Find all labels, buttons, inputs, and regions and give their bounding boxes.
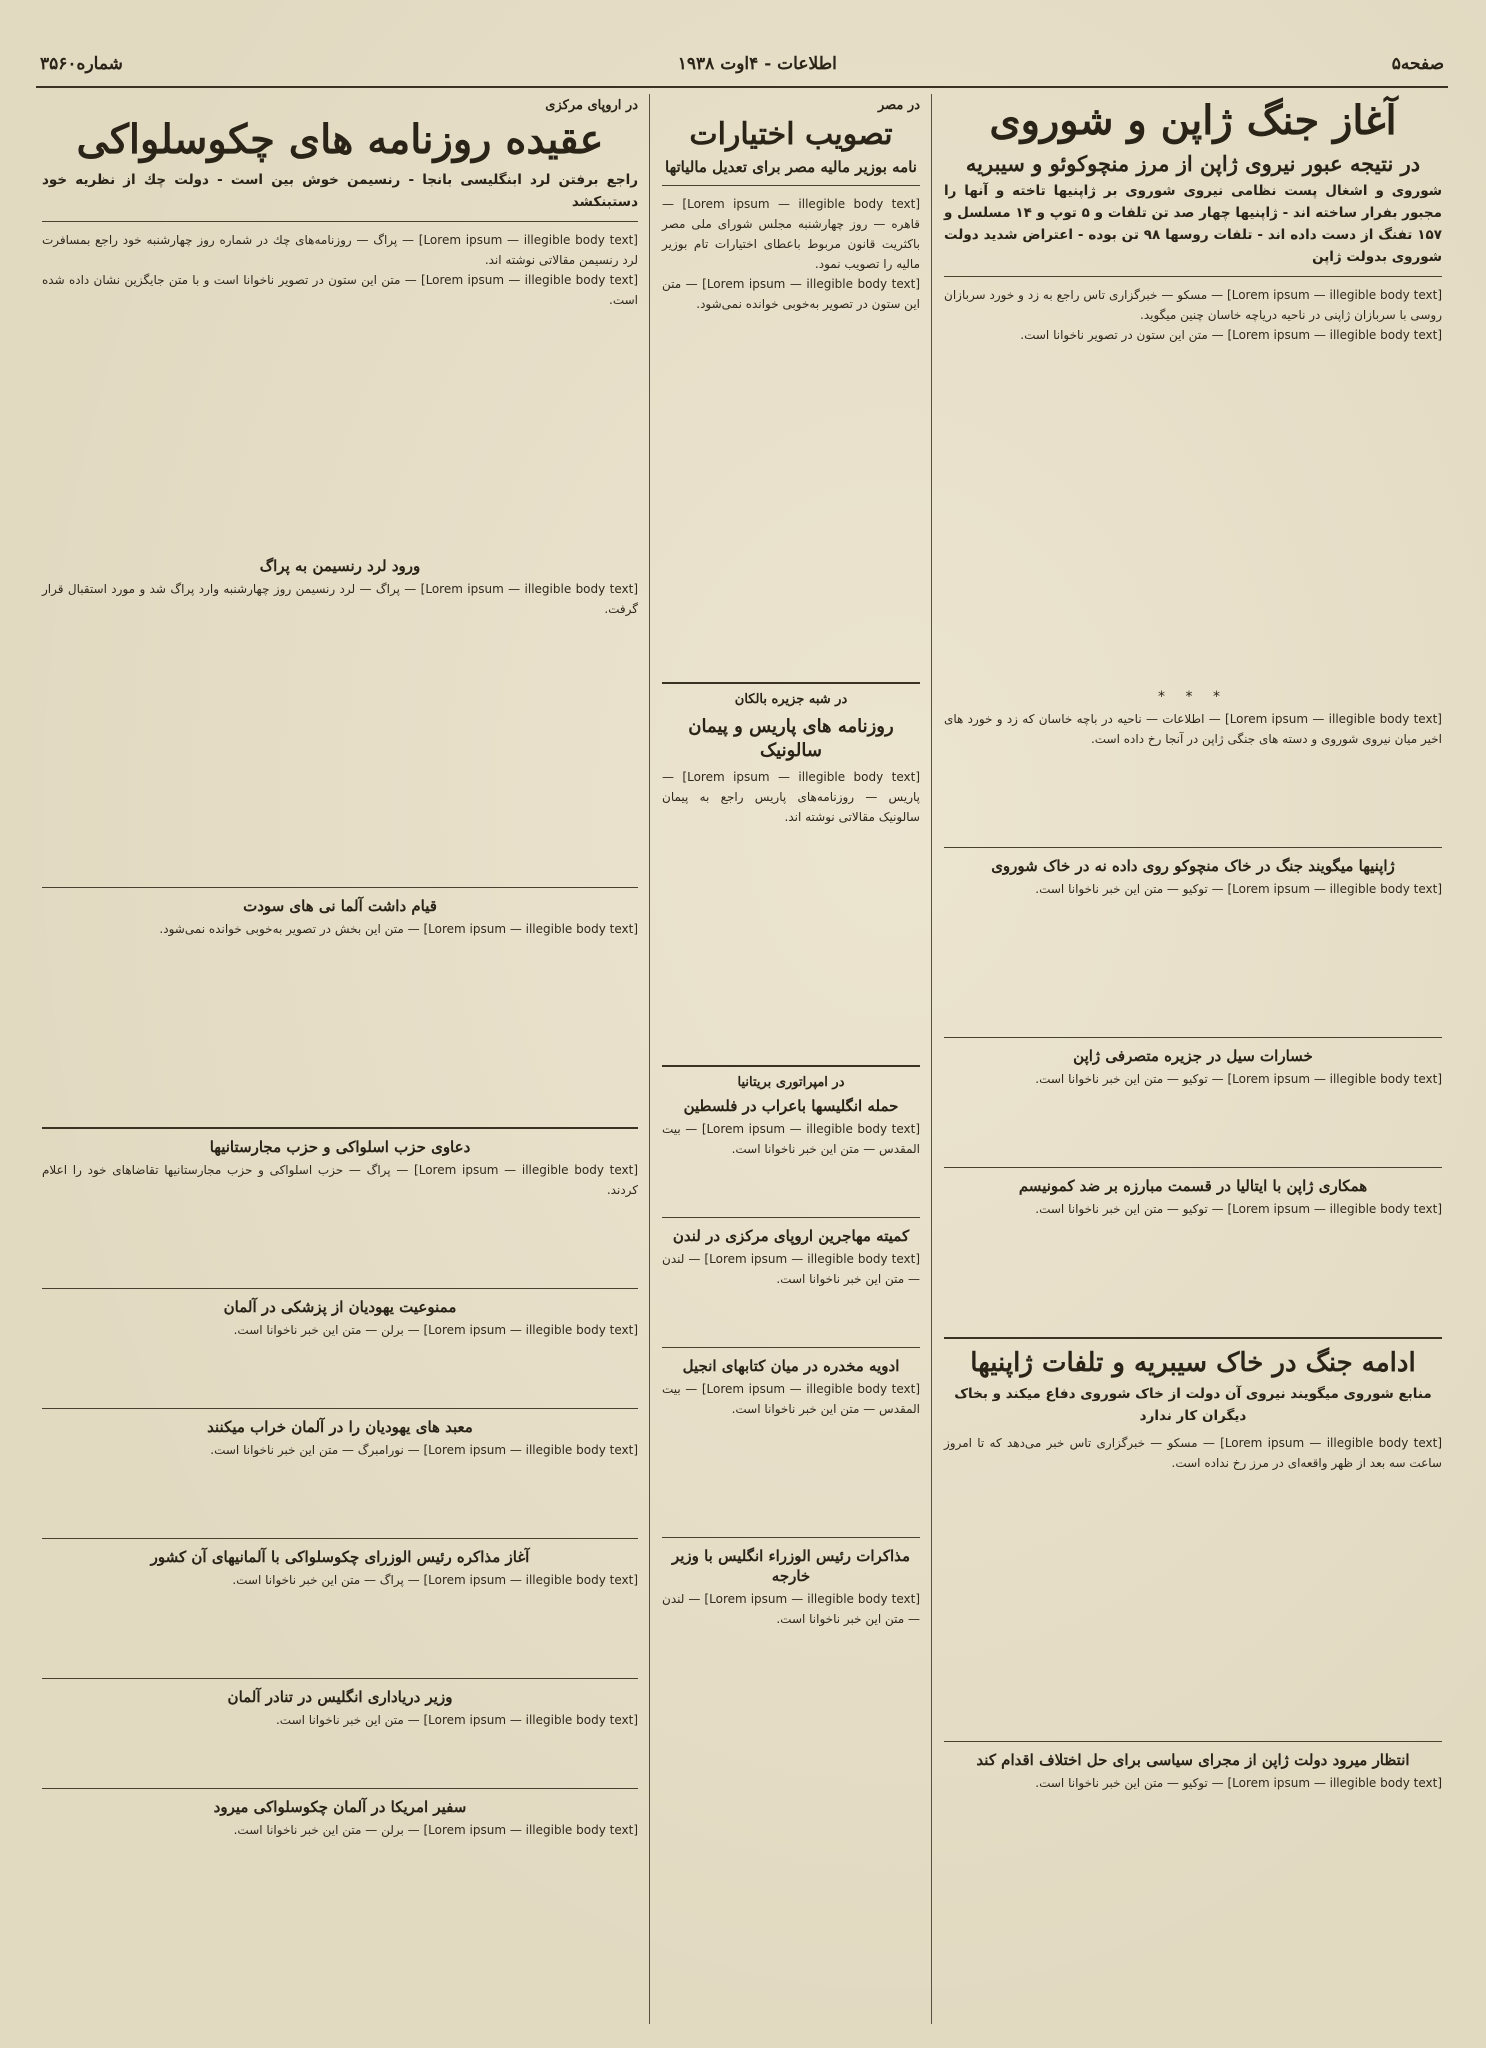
article-body: [Lorem ipsum — illegible body text] — قاهره — روز چهارشنبه مجلس شورای ملی مصر باکثریت قانون مربوط باعطای اختیارات تام بوزیر مالیه را تصویب نمود. <box>662 197 920 271</box>
headline-czech-pm-talks: آغاز مذاکره رئیس الوزرای چکوسلواکی با آلمانیهای آن کشور <box>150 1548 530 1566</box>
article-body: [Lorem ipsum — illegible body text] — توکیو — متن این خبر ناخوانا است. <box>1035 1202 1442 1216</box>
headline-czech-papers: عقیده روزنامه های چکوسلواکی <box>76 116 604 163</box>
deck-japan-soviet: شوروی و اشغال پست نظامی نیروی شوروی بر ژاپنیها تاخته و آنها را مجبور بفرار ساخته اند - ژاپنیها چهار صد تن تلفات و ۵ توپ و ۱۴ مسلسل و ۱۵۷ تفنگ از دست داده اند - تلفات روسها ۹۸ تن بوده - اعتراض شدید دولت شوروی بدولت ژاپن <box>944 183 1443 265</box>
kicker-egypt: در مصر <box>877 98 920 113</box>
article-body: [Lorem ipsum — illegible body text] — متن این ستون در تصویر ناخوانا است. <box>1020 328 1442 342</box>
headline-jewish-doctors: ممنوعیت یهودیان از پزشکی در آلمان <box>223 1298 457 1316</box>
headline-diplomatic-resolution: انتظار میرود دولت ژاپن از مجرای سیاسی برای حل اختلاف اقدام کند <box>976 1751 1410 1769</box>
article-body: [Lorem ipsum — illegible body text] — لندن — متن این خبر ناخوانا است. <box>662 1592 920 1626</box>
paper-date: اطلاعات - ۴اوت ۱۹۳۸ <box>677 54 837 74</box>
article-body: [Lorem ipsum — illegible body text] — توکیو — متن این خبر ناخوانا است. <box>1035 1072 1442 1086</box>
headline-synagogues: معبد های یهودیان را در آلمان خراب میکنند <box>207 1418 473 1436</box>
article-body: [Lorem ipsum — illegible body text] — پاریس — روزنامه‌های پاریس راجع به پیمان سالونیک مقالاتی نوشته اند. <box>662 770 920 824</box>
kicker-balkans: در شبه جزیره بالکان <box>734 692 848 707</box>
headline-runciman-arrival: ورود لرد رنسیمن به پراگ <box>259 557 421 575</box>
headline-palestine: حمله انگلیسها باعراب در فلسطین <box>683 1097 899 1115</box>
masthead <box>36 50 1448 88</box>
headline-japan-soviet: آغاز جنگ ژاپن و شوروی <box>989 97 1397 144</box>
article-body: [Lorem ipsum — illegible body text] — اطلاعات — ناحیه در باچه خاسان که زد و خورد های اخیر میان نیروی شوروی و دسته های جنگی ژاپن در آنجا رخ داده است. <box>944 712 1442 746</box>
article-body: [Lorem ipsum — illegible body text] — پراگ — روزنامه‌های چك در شماره روز چهارشنبه خود راجع بمسافرت لرد رنسیمن مقالاتی نوشته اند. <box>42 233 638 267</box>
headline-flood-damage: خسارات سیل در جزیره متصرفی ژاپن <box>1073 1047 1313 1065</box>
article-body: [Lorem ipsum — illegible body text] — متن این ستون در تصویر به‌خوبی خوانده نمی‌شود. <box>662 277 920 311</box>
article-body: [Lorem ipsum — illegible body text] — متن این بخش در تصویر به‌خوبی خوانده نمی‌شود. <box>159 922 638 936</box>
article-body: [Lorem ipsum — illegible body text] — بیت المقدس — متن این خبر ناخوانا است. <box>662 1122 920 1156</box>
kicker-british-empire: در امپراتوری بریتانیا <box>737 1075 845 1090</box>
article-body: [Lorem ipsum — illegible body text] — پراگ — متن این خبر ناخوانا است. <box>232 1573 638 1587</box>
headline-sudeten: قیام داشت آلما نی های سودت <box>243 897 437 915</box>
article-body: [Lorem ipsum — illegible body text] — متن این ستون در تصویر ناخوانا است و با متن جایگزین نشان داده شده است. <box>42 273 638 307</box>
article-body: [Lorem ipsum — illegible body text] — مسکو — خبرگزاری تاس راجع به زد و خورد سربازان روسی با سربازان ژاپنی در ناحیه دریاچه خاسان چنین میگوید. <box>944 288 1442 322</box>
headline-balkans: روزنامه های پاریس و پیمان سالونیک <box>688 716 894 761</box>
deck-siberia-war: منابع شوروی میگویند نیروی آن دولت از خاک شوروی دفاع میکند و بخاک دیگران کار ندارد <box>954 1386 1432 1424</box>
headline-japan-italy: همکاری ژاپن با ایتالیا در قسمت مبارزه بر ضد کمونیسم <box>1018 1177 1368 1195</box>
article-body: [Lorem ipsum — illegible body text] — برلن — متن این خبر ناخوانا است. <box>233 1323 638 1337</box>
article-body: [Lorem ipsum — illegible body text] — مسکو — خبرگزاری تاس خبر می‌دهد که تا امروز ساعت سه بعد از ظهر واقعه‌ای در مرز رخ نداده است. <box>944 1436 1442 1470</box>
issue-number: شماره۳۵۶۰ <box>40 54 123 74</box>
headline-admiralty: وزیر دریاداری انگلیس در تنادر آلمان <box>227 1688 453 1706</box>
article-body: [Lorem ipsum — illegible body text] — توکیو — متن این خبر ناخوانا است. <box>1035 882 1442 896</box>
article-body: [Lorem ipsum — illegible body text] — نورامبرگ — متن این خبر ناخوانا است. <box>210 1443 638 1457</box>
headline-narcotics: ادویه مخدره در میان کتابهای انجیل <box>682 1357 900 1375</box>
column-japan-soviet <box>938 94 1448 2024</box>
article-body: [Lorem ipsum — illegible body text] — پراگ — لرد رنسیمن روز چهارشنبه وارد پراگ شد و مورد استقبال قرار گرفت. <box>42 582 638 616</box>
headline-egypt: تصویب اختیارات <box>689 117 893 152</box>
subhead-japan-soviet: در نتیجه عبور نیروی ژاپن از مرز منچوکوئو و سیبریه <box>965 151 1421 176</box>
article-body: [Lorem ipsum — illegible body text] — توکیو — متن این خبر ناخوانا است. <box>1035 1776 1442 1790</box>
headline-manchukuo-claim: ژاپنیها میگویند جنگ در خاک منچوکو روی داده نه در خاک شوروی <box>991 857 1395 875</box>
page-number: صفحه۵ <box>1391 54 1444 74</box>
headline-us-ambassador: سفیر امریکا در آلمان چکوسلواکی میرود <box>213 1798 467 1816</box>
separator-stars: * * * <box>1158 689 1228 705</box>
article-body: [Lorem ipsum — illegible body text] — بیت المقدس — متن این خبر ناخوانا است. <box>662 1382 920 1416</box>
headline-refugee-committee: کمیته مهاجرین اروپای مرکزی در لندن <box>672 1227 910 1245</box>
column-egypt <box>656 94 926 2024</box>
deck-egypt: نامه بوزیر مالیه مصر برای تعدیل مالیاتها <box>665 158 917 176</box>
column-czechoslovakia <box>36 94 644 2024</box>
headline-siberia-war: ادامه جنگ در خاک سیبریه و تلفات ژاپنیها <box>970 1348 1416 1378</box>
headline-british-pm: مذاکرات رئیس الوزراء انگلیس با وزیر خارجه <box>671 1547 911 1585</box>
headline-slovak-claims: دعاوی حزب اسلواکی و حزب مجارستانیها <box>209 1138 471 1156</box>
deck-czech-papers: راجع برفتن لرد ابنگلیسی بانجا - رنسیمن خوش بین است - دولت چك از نظریه خود دستبنکشد <box>42 172 638 210</box>
kicker-central-europe: در اروپای مرکزی <box>545 98 638 113</box>
article-body: [Lorem ipsum — illegible body text] — پراگ — حزب اسلواکی و حزب مجارستانیها تقاضاهای خود را اعلام کردند. <box>42 1163 638 1197</box>
article-body: [Lorem ipsum — illegible body text] — لندن — متن این خبر ناخوانا است. <box>662 1252 920 1286</box>
article-body: [Lorem ipsum — illegible body text] — متن این خبر ناخوانا است. <box>275 1713 638 1727</box>
article-body: [Lorem ipsum — illegible body text] — برلن — متن این خبر ناخوانا است. <box>233 1823 638 1837</box>
columns <box>36 94 1448 2024</box>
